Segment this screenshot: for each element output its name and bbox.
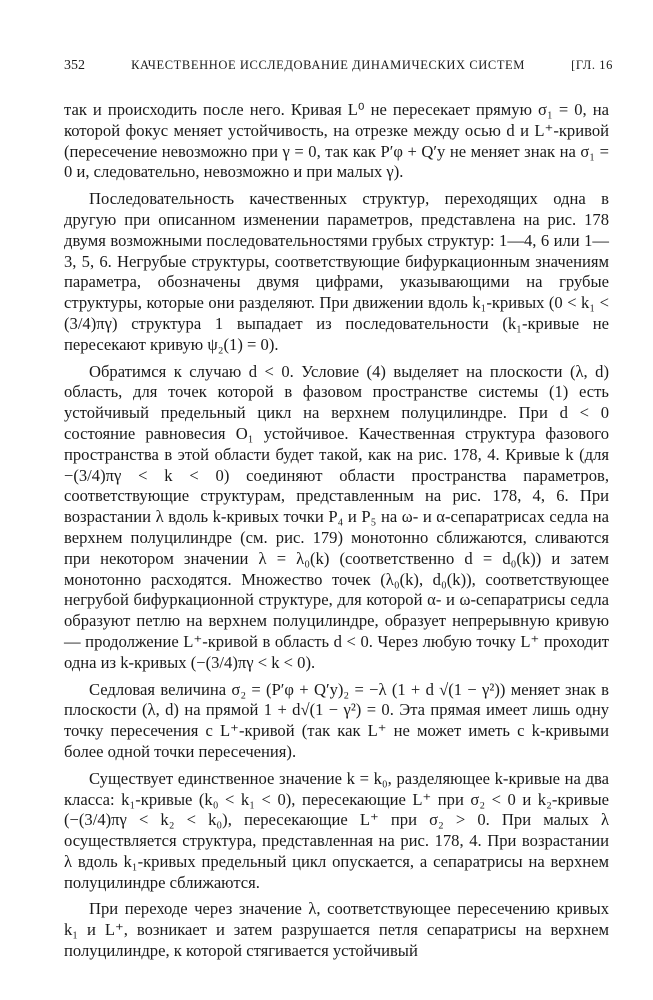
paragraph: Последовательность качественных структур, переходящих одна в другую при описанном изменении параметров, представлена на рис. 178 двумя возможными последовательностями грубых структур: 1—4, 6 или 1—3, 5, 6. Негрубые структуры, соответствующие бифуркационным значениям параметра, обозначены двумя цифрами, указывающими на грубые структуры, которые они разделяют. При движении вдоль k₁-кривых (0 < k₁ < (3/4)πγ) структура 1 выпадает из последовательности (k₁-кривые не пересекают кривую ψ₂(1) = 0). bbox=[64, 189, 609, 354]
chapter-label: [ГЛ. 16 bbox=[571, 58, 613, 72]
paragraph: Седловая величина σ₂ = (P′φ + Q′y)₂ = −λ (1 + d √(1 − γ²)) меняет знак в плоскости (λ, d) на прямой 1 + d√(1 − γ²) = 0. Эта прямая имеет лишь одну точку пересечения с L⁺-кривой (так как L⁺ не может иметь с k-кривыми более одной точки пересечения). bbox=[64, 679, 609, 761]
running-title: КАЧЕСТВЕННОЕ ИССЛЕДОВАНИЕ ДИНАМИЧЕСКИХ СИСТЕМ bbox=[131, 58, 526, 72]
running-header bbox=[64, 58, 613, 80]
body-text bbox=[64, 100, 609, 962]
paragraph: Обратимся к случаю d < 0. Условие (4) выделяет на плоскости (λ, d) область, для точек которой в фазовом пространстве системы (1) есть устойчивый предельный цикл на верхнем полуцилиндре. При d < 0 состояние равновесия O₁ устойчивое. Качественная структура фазового пространства в этой области будет такой, как на рис. 178, 4. Кривые k (для −(3/4)πγ < k < 0) соединяют области пространства параметров, соответствующие структурам, представленным на рис. 178, 4, 6. При возрастании λ вдоль k-кривых точки P₄ и P₅ на ω- и α-сепаратрисах седла на верхнем полуцилиндре (см. рис. 179) монотонно сближаются, сливаются при некотором значении λ = λ₀(k) (соответственно d = d₀(k)) и затем монотонно расходятся. Множество точек (λ₀(k), d₀(k)), соответствующее негрубой бифуркационной структуре, для которой α- и ω-сепаратрисы седла образуют петлю на верхнем полуцилиндре, образует непрерывную кривую — продолжение L⁺-кривой в область d < 0. Через любую точку L⁺ проходит одна из k-кривых (−(3/4)πγ < k < 0). bbox=[64, 361, 609, 672]
paragraph: При переходе через значение λ, соответствующее пересечению кривых k₁ и L⁺, возникает и затем разрушается петля сепаратрисы на верхнем полуцилиндре, к которой стягивается устойчивый bbox=[64, 899, 609, 961]
paragraph: Существует единственное значение k = k₀, разделяющее k-кривые на два класса: k₁-кривые (k₀ < k₁ < 0), пересекающие L⁺ при σ₂ < 0 и k₂-кривые (−(3/4)πγ < k₂ < k₀), пересекающие L⁺ при σ₂ > 0. При малых λ осуществляется структура, представленная на рис. 178, 4. При возрастании λ вдоль k₁-кривых предельный цикл опускается, а сепаратрисы на верхнем полуцилиндре сближаются. bbox=[64, 768, 609, 892]
page-number: 352 bbox=[64, 58, 85, 73]
paragraph: так и происходить после него. Кривая L⁰ не пересекает прямую σ₁ = 0, на которой фокус меняет устойчивость, на отрезке между осью d и L⁺-кривой (пересечение невозможно при γ = 0, так как P′φ + Q′y не меняет знак на σ₁ = 0 и, следовательно, невозможно и при малых γ). bbox=[64, 100, 609, 182]
